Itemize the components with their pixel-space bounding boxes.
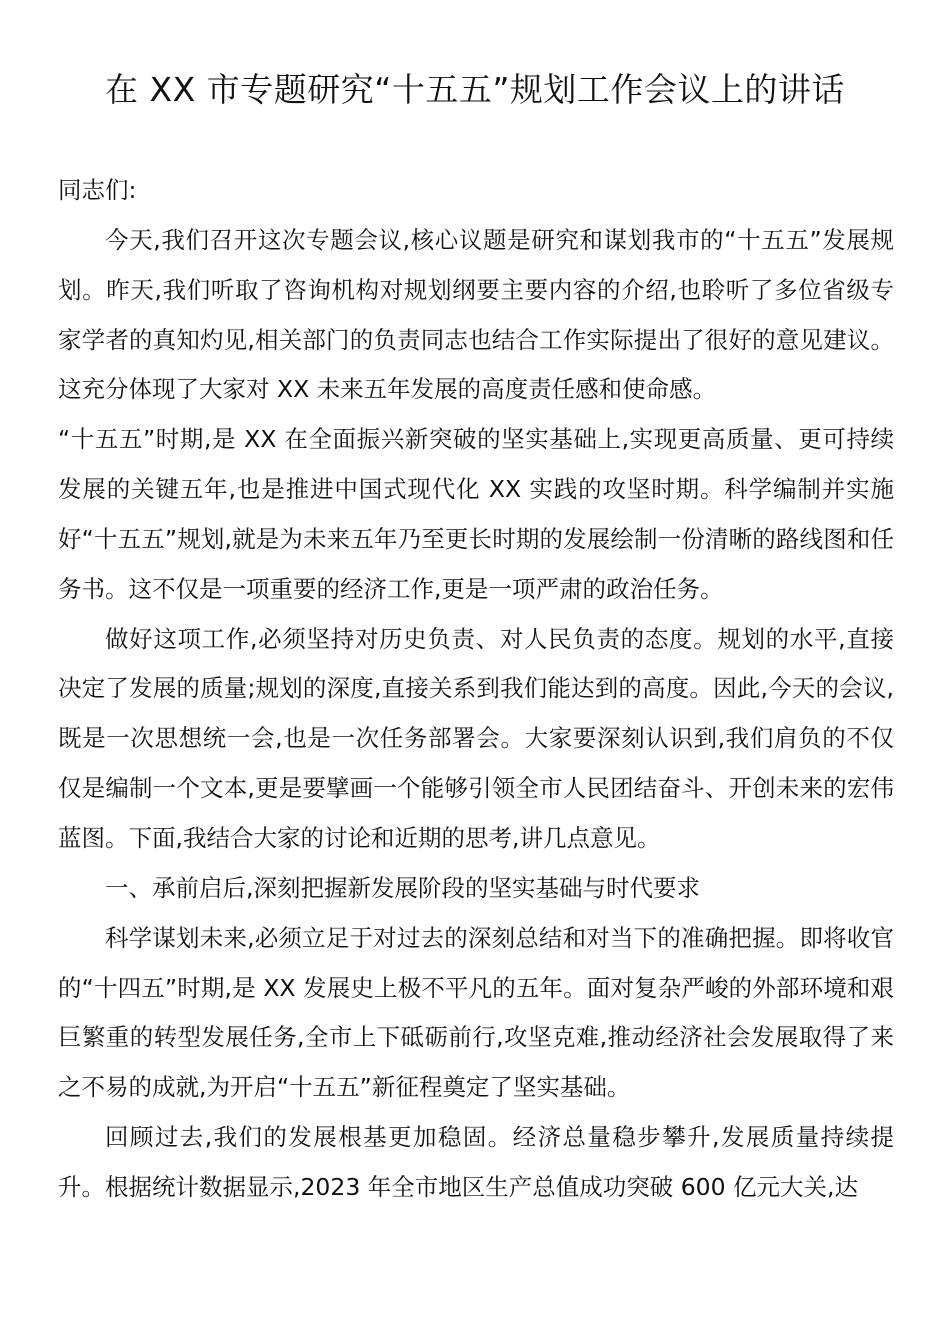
paragraph-2: “十五五”时期,是 XX 在全面振兴新突破的坚实基础上,实现更高质量、更可持续发展的关键五年,也是推进中国式现代化 XX 实践的攻坚时期。科学编制并实施好“十五五”规划,就是为未来五年乃至更长时期的发展绘制一份清晰的路线图和任务书。这不仅是一项重要的经济工作,更是一项严肃的政治任务。 <box>58 425 894 603</box>
section-paragraph-1: 科学谋划未来,必须立足于对过去的深刻总结和对当下的准确把握。即将收官的“十四五”时期,是 XX 发展史上极不平凡的五年。面对复杂严峻的外部环境和艰巨繁重的转型发展任务,全市上下砥砺前行,攻坚克难,推动经济社会发展取得了来之不易的成就,为开启“十五五”新征程奠定了坚实基础。 <box>58 923 894 1102</box>
section-paragraph-2: 回顾过去,我们的发展根基更加稳固。经济总量稳步攀升,发展质量持续提升。根据统计数据显示,2023 年全市地区生产总值成功突破 600 亿元大关,达 <box>58 1123 894 1201</box>
paragraph-3: 做好这项工作,必须坚持对历史负责、对人民负责的态度。规划的水平,直接决定了发展的质量;规划的深度,直接关系到我们能达到的高度。因此,今天的会议,既是一次思想统一会,也是一次任务部署会。大家要深刻认识到,我们肩负的不仅仅是编制一个文本,更是要擘画一个能够引领全市人民团结奋斗、开创未来的宏伟蓝图。下面,我结合大家的讨论和近期的思考,讲几点意见。 <box>58 624 894 852</box>
paragraph-1: 今天,我们召开这次专题会议,核心议题是研究和谋划我市的“十五五”发展规划。昨天,我们听取了咨询机构对规划纲要主要内容的介绍,也聆听了多位省级专家学者的真知灼见,相关部门的负责同志也结合工作实际提出了很好的意见建议。这充分体现了大家对 XX 未来五年发展的高度责任感和使命感。 <box>58 225 894 404</box>
document-title: 在 XX 市专题研究“十五五”规划工作会议上的讲话 <box>105 70 845 109</box>
document-body <box>58 166 894 1213</box>
section-heading: 一、承前启后,深刻把握新发展阶段的坚实基础与时代要求 <box>105 873 700 902</box>
salutation: 同志们: <box>58 176 137 204</box>
